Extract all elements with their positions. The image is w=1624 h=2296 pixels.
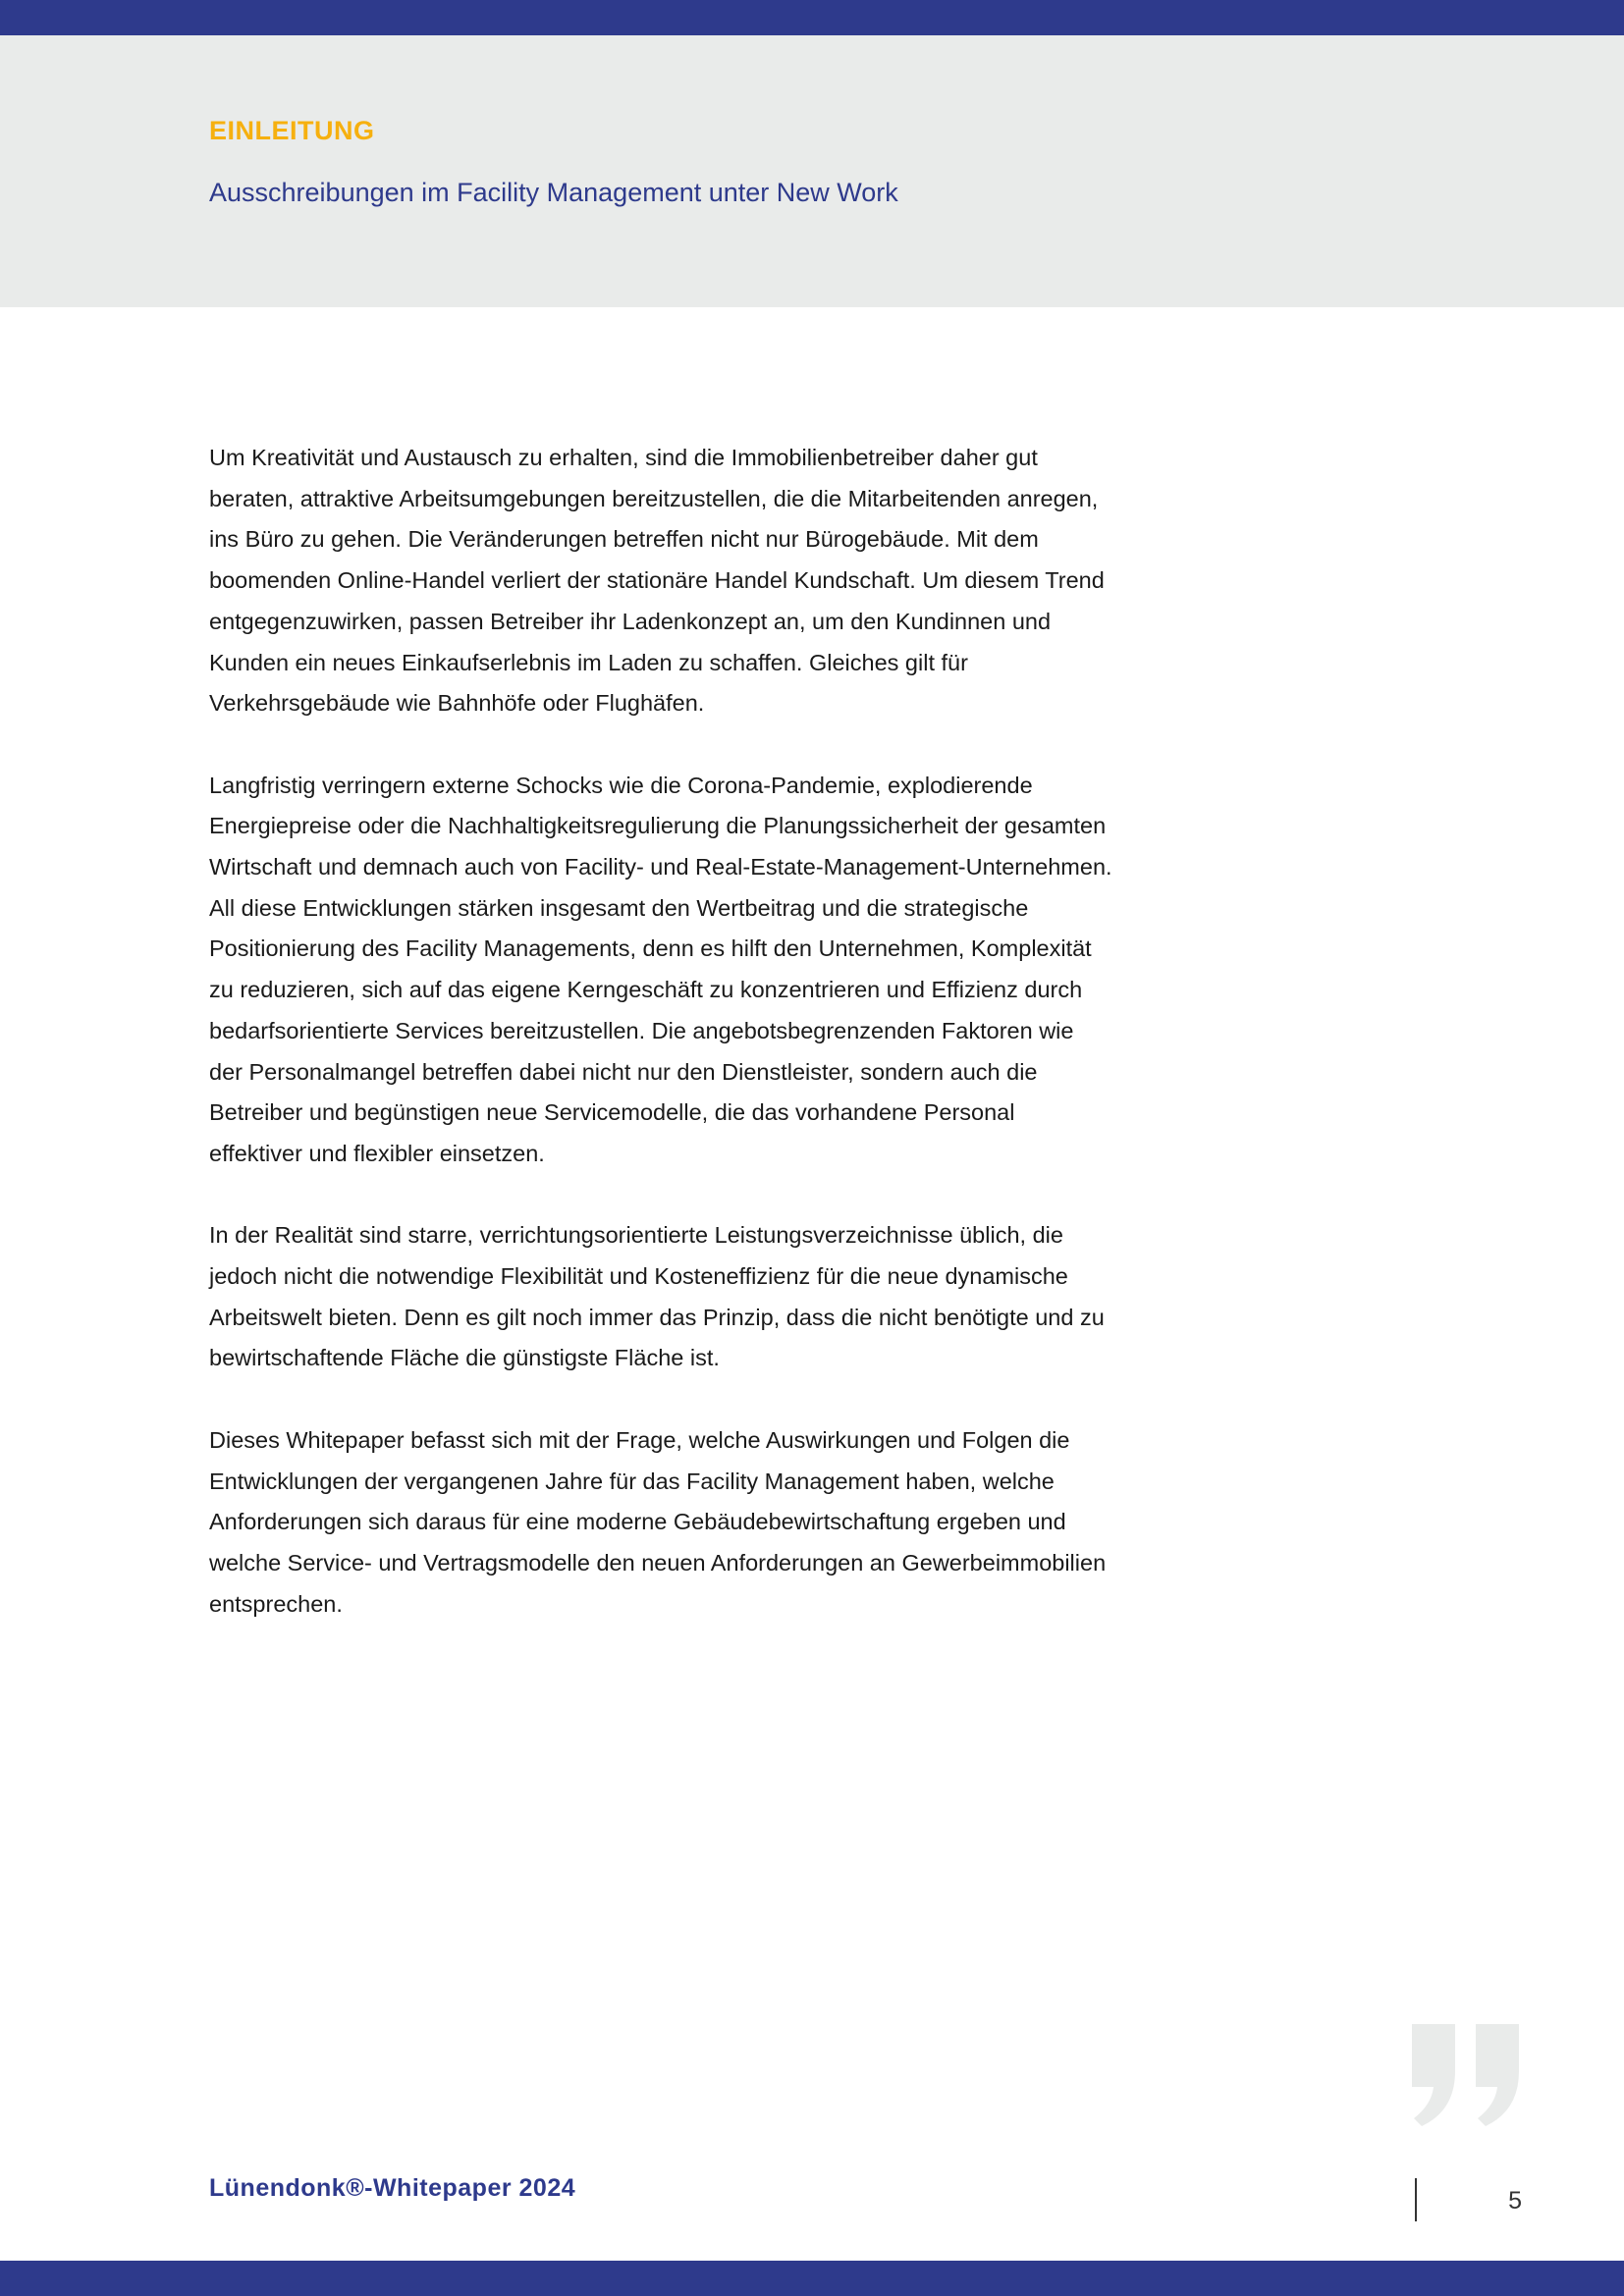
header-band	[0, 35, 1624, 307]
body-text	[209, 438, 1112, 1666]
page-title: Ausschreibungen im Facility Management unter New Work	[209, 178, 898, 207]
paragraph: Dieses Whitepaper befasst sich mit der Frage, welche Auswirkungen und Folgen die Entwicklungen der vergangenen Jahre für das Facility Management haben, welche Anforderungen sich daraus für eine moderne Gebäudebewirtschaftung ergeben und welche Service- und Vertragsmodelle den neuen Anforderungen an Gewerbeimmobilien entsprechen.	[209, 1426, 1107, 1617]
top-color-bar	[0, 0, 1624, 35]
paragraph: Um Kreativität und Austausch zu erhalten, sind die Immobilienbetreiber daher gut beraten, attraktive Arbeitsumgebungen bereitzustellen, die die Mitarbeitenden anregen, ins Büro zu gehen. Die Veränderungen betreffen nicht nur Bürogebäude. Mit dem boomenden Online-Handel verliert der stationäre Handel Kundschaft. Um diesem Trend entgegenzuwirken, passen Betreiber ihr Ladenkonzept an, um den Kundinnen und Kunden ein neues Einkaufserlebnis im Laden zu schaffen. Gleiches gilt für Verkehrsgebäude wie Bahnhöfe oder Flughäfen.	[209, 445, 1105, 717]
bottom-color-bar	[0, 2261, 1624, 2296]
page-number: 5	[1508, 2187, 1522, 2215]
paragraph: In der Realität sind starre, verrichtungsorientierte Leistungsverzeichnisse üblich, die jedoch nicht die notwendige Flexibilität und Kosteneffizienz für die neue dynamische Arbeitswelt bieten. Denn es gilt noch immer das Prinzip, dass die nicht benötigte und zu bewirtschaftende Fläche die günstigste Fläche ist.	[209, 1222, 1105, 1371]
paragraph: Langfristig verringern externe Schocks wie die Corona-Pandemie, explodierende Energiepreise oder die Nachhaltigkeitsregulierung die Planungssicherheit der gesamten Wirtschaft und demnach auch von Facility- und Real-Estate-Management-Unternehmen. All diese Entwicklungen stärken insgesamt den Wertbeitrag und die strategische Positionierung des Facility Managements, denn es hilft den Unternehmen, Komplexität zu reduzieren, sich auf das eigene Kerngeschäft zu konzentrieren und Effizienz durch bedarfsorientierte Services bereitzustellen. Die angebotsbegrenzenden Faktoren wie der Personalmangel betreffen dabei nicht nur den Dienstleister, sondern auch die Betreiber und begünstigen neue Servicemodelle, die das vorhandene Personal effektiver und flexibler einsetzen.	[209, 772, 1112, 1166]
footer-divider	[1415, 2178, 1417, 2221]
section-label: EINLEITUNG	[209, 116, 375, 145]
footer-brand: Lünendonk®-Whitepaper 2024	[209, 2174, 576, 2202]
closing-quote-icon	[1410, 2024, 1523, 2126]
